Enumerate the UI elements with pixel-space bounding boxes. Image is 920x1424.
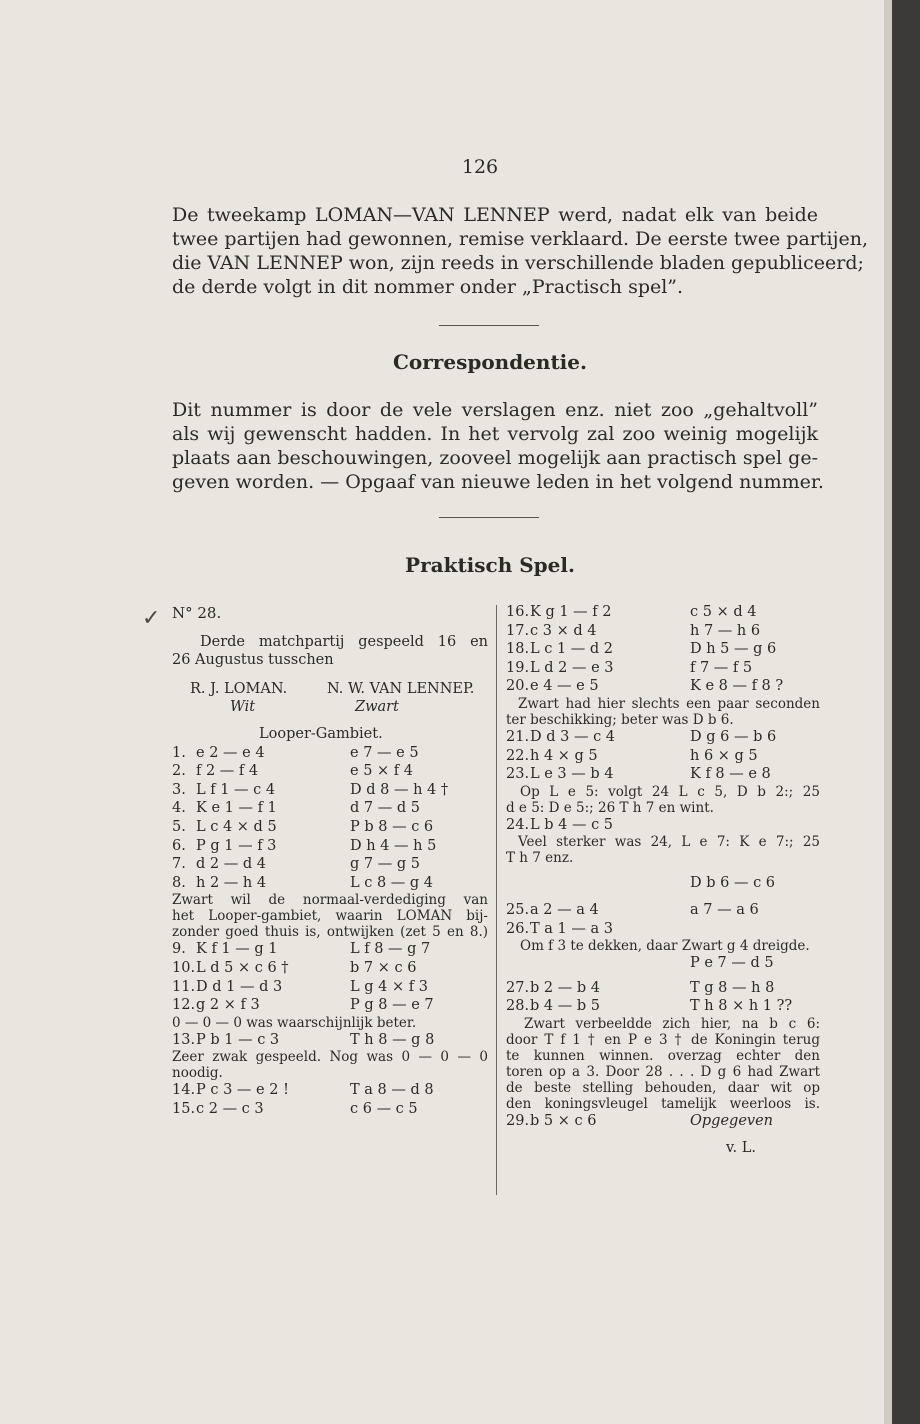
- note-line: Om f 3 te dekken, daar Zwart g 4 dreigde.: [520, 938, 810, 955]
- move-black: h 7 — h 6: [690, 622, 761, 639]
- move-black: c 5 × d 4: [690, 604, 757, 620]
- move-row: [506, 659, 820, 678]
- move-black: T h 8 × h 1 ??: [690, 998, 793, 1015]
- move-white: L b 4 — c 5: [530, 816, 614, 833]
- move-row: [172, 940, 488, 959]
- move-white: L c 4 × d 5: [196, 818, 277, 835]
- correspondence-line: Dit nummer is door de vele verslagen enz. niet zoo „gehaltvoll”: [172, 399, 818, 421]
- move-list: [506, 603, 820, 696]
- move-white: T a 1 — a 3: [530, 920, 613, 937]
- move-list: [506, 979, 820, 1016]
- move-number: 29.: [506, 1112, 530, 1129]
- move-white: D d 3 — c 4: [530, 728, 616, 745]
- note-line: Zwart had hier slechts een paar seconden: [518, 695, 820, 712]
- note-line: 0 — 0 — 0 was waarschijnlijk beter.: [172, 1014, 417, 1031]
- move-black: f 7 — f 5: [690, 659, 753, 676]
- correspondence-line: als wij gewenscht hadden. In het vervolg zal zoo weinig mogelijk: [172, 423, 818, 445]
- move-note: [172, 892, 488, 940]
- move-row: [172, 762, 488, 781]
- intro-line: De tweekamp LOMAN—VAN LENNEP werd, nadat elk van beide: [172, 204, 818, 226]
- note-line: d e 5: D e 5:; 26 T h 7 en wint.: [506, 799, 714, 816]
- divider: [439, 325, 539, 326]
- intro-line: die VAN LENNEP won, zijn reeds in verschillende bladen gepubliceerd;: [172, 252, 864, 274]
- move-note: [506, 1016, 820, 1112]
- move-row: [506, 979, 820, 998]
- intro-line: twee partijen had gewonnen, remise verklaard. De eerste twee partijen,: [172, 228, 868, 250]
- move-black: D b 6 — c 6: [690, 875, 776, 892]
- move-row: [172, 855, 488, 874]
- move-row: [506, 640, 820, 659]
- game-desc-line: 26 Augustus tusschen: [172, 652, 334, 669]
- move-black: D d 8 — h 4 †: [350, 781, 449, 798]
- move-white: L d 5 × c 6 †: [196, 959, 289, 976]
- move-number: 1.: [172, 744, 186, 761]
- move-row: [506, 901, 820, 920]
- move-row: [172, 837, 488, 856]
- move-white: a 2 — a 4: [530, 901, 599, 918]
- move-black: b 7 × c 6: [350, 959, 417, 976]
- note-line: T h 7 enz.: [506, 850, 574, 867]
- move-white: e 4 — e 5: [530, 678, 599, 695]
- move-note: [172, 1049, 488, 1081]
- move-number: 21.: [506, 728, 530, 745]
- margin-mark-icon: ✓: [142, 606, 161, 631]
- move-white: b 5 × c 6: [530, 1112, 597, 1129]
- left-column: [172, 604, 488, 1118]
- move-list: [172, 1031, 488, 1050]
- move-row: [172, 799, 488, 818]
- move-white: b 4 — b 5: [530, 998, 600, 1015]
- page-edge: [884, 0, 892, 1424]
- move-black: D h 4 — h 5: [350, 837, 437, 854]
- player-black: N. W. VAN LENNEP.: [327, 680, 475, 697]
- move-row: [172, 874, 488, 893]
- note-line: de beste stelling behouden, daar wit op: [506, 1079, 820, 1096]
- move-black: P g 8 — e 7: [350, 997, 434, 1014]
- move-row: [172, 1100, 488, 1119]
- move-note: [172, 1015, 488, 1031]
- move-row: [172, 1081, 488, 1100]
- move-black: h 6 × g 5: [690, 747, 758, 764]
- move-black: L g 4 × f 3: [350, 978, 428, 995]
- move-black: L f 8 — g 7: [350, 941, 431, 958]
- move-row: [506, 728, 820, 747]
- move-number: 9.: [172, 941, 186, 958]
- move-number: 2.: [172, 763, 186, 780]
- move-row: [506, 874, 820, 893]
- move-note: [506, 938, 820, 954]
- move-number: 7.: [172, 856, 186, 873]
- label-black: Zwart: [355, 699, 399, 716]
- note-line: door T f 1 † en P e 3 † de Koningin terug: [506, 1031, 820, 1048]
- page-number: 126: [461, 156, 499, 178]
- move-number: 10.: [172, 959, 196, 976]
- move-number: 22.: [506, 747, 530, 764]
- move-white: P c 3 — e 2 !: [196, 1082, 289, 1099]
- move-note: [506, 834, 820, 866]
- move-list: [506, 816, 820, 835]
- move-white: g 2 × f 3: [196, 997, 260, 1014]
- color-labels-row: [172, 698, 488, 717]
- move-black: Opgegeven: [690, 1112, 774, 1129]
- move-number: 20.: [506, 678, 530, 695]
- note-line: Zwart wil de normaal-verdediging van: [172, 892, 488, 909]
- move-number: 16.: [506, 604, 530, 620]
- move-note: [506, 784, 820, 816]
- move-row: [506, 603, 820, 622]
- move-list: [172, 1081, 488, 1118]
- move-number: 27.: [506, 979, 530, 996]
- divider: [439, 517, 539, 518]
- move-row: [172, 818, 488, 837]
- move-row: [172, 744, 488, 763]
- move-row: [506, 677, 820, 696]
- note-line: Zeer zwak gespeeld. Nog was 0 — 0 — 0: [172, 1049, 488, 1066]
- move-black: K e 8 — f 8 ?: [690, 678, 784, 695]
- move-list: [506, 1112, 820, 1131]
- move-number: 8.: [172, 874, 186, 891]
- move-row: [172, 978, 488, 997]
- move-white: K f 1 — g 1: [196, 941, 278, 958]
- move-list: [172, 744, 488, 893]
- intro-line: de derde volgt in dit nommer onder „Practisch spel”.: [172, 276, 684, 298]
- move-black: T a 8 — d 8: [350, 1082, 434, 1099]
- move-black: e 5 × f 4: [350, 763, 413, 780]
- correspondence-paragraph: [172, 398, 824, 494]
- move-number: 13.: [172, 1031, 196, 1048]
- move-black: P e 7 — d 5: [690, 955, 774, 972]
- move-white: h 2 — h 4: [196, 874, 267, 891]
- move-black: P b 8 — c 6: [350, 818, 434, 835]
- move-black: d 7 — d 5: [350, 800, 420, 817]
- note-line: den koningsvleugel tamelijk weerloos is.: [506, 1095, 820, 1112]
- move-number: 4.: [172, 800, 186, 817]
- correspondence-line: geven worden. — Opgaaf van nieuwe leden in het volgend nummer.: [172, 471, 824, 493]
- move-note: [506, 696, 820, 728]
- move-number: 26.: [506, 920, 530, 937]
- move-list: [172, 940, 488, 1014]
- move-number: 28.: [506, 998, 530, 1015]
- move-number: 14.: [172, 1082, 196, 1099]
- move-white: L d 2 — e 3: [530, 659, 614, 676]
- move-white: L e 3 — b 4: [530, 766, 614, 783]
- move-row: [172, 996, 488, 1015]
- move-white: f 2 — f 4: [196, 763, 259, 780]
- move-white: c 2 — c 3: [196, 1100, 264, 1117]
- note-line: noodig.: [172, 1065, 223, 1082]
- note-line: toren op a 3. Door 28 . . . D g 6 had Zwart: [506, 1063, 820, 1080]
- move-white: b 2 — b 4: [530, 979, 600, 996]
- move-number: 24.: [506, 816, 530, 833]
- move-row: [506, 997, 820, 1016]
- move-black: T g 8 — h 8: [690, 979, 775, 996]
- move-white: K e 1 — f 1: [196, 800, 277, 817]
- move-white: P g 1 — f 3: [196, 837, 277, 854]
- move-number: 17.: [506, 622, 530, 639]
- move-white: L f 1 — c 4: [196, 781, 276, 798]
- signature: v. L.: [726, 1139, 756, 1156]
- note-line: te kunnen winnen. overzag echter den: [506, 1047, 820, 1064]
- move-black: K f 8 — e 8: [690, 766, 771, 783]
- opening-name: Looper-Gambiet.: [259, 725, 383, 742]
- right-column: [506, 603, 820, 1157]
- move-number: 15.: [172, 1100, 196, 1117]
- move-white: L c 1 — d 2: [530, 641, 614, 658]
- move-list: [506, 728, 820, 784]
- move-black: e 7 — e 5: [350, 744, 419, 761]
- section-heading-practical: Praktisch Spel.: [405, 553, 575, 577]
- move-white: e 2 — e 4: [196, 744, 265, 761]
- intro-paragraph: [172, 203, 868, 299]
- note-line: het Looper-gambiet, waarin LOMAN bij-: [172, 908, 488, 925]
- move-row: [506, 765, 820, 784]
- move-white: h 4 × g 5: [530, 747, 598, 764]
- move-row: [506, 920, 820, 939]
- move-black: c 6 — c 5: [350, 1100, 418, 1117]
- player-white: R. J. LOMAN.: [190, 680, 288, 697]
- game-desc-line: Derde matchpartij gespeeld 16 en: [200, 633, 488, 650]
- move-number: 5.: [172, 818, 186, 835]
- move-row: [172, 959, 488, 978]
- move-number: 3.: [172, 781, 186, 798]
- note-line: zonder goed thuis is, ontwijken (zet 5 en 8.): [172, 924, 488, 941]
- move-row: [506, 622, 820, 641]
- move-white: P b 1 — c 3: [196, 1031, 280, 1048]
- move-white: c 3 × d 4: [530, 622, 597, 639]
- move-black: D h 5 — g 6: [690, 641, 777, 658]
- correspondence-line: plaats aan beschouwingen, zooveel mogelijk aan practisch spel ge-: [172, 447, 818, 469]
- game-number: N° 28.: [172, 604, 222, 622]
- move-number: 23.: [506, 766, 530, 783]
- move-number: 19.: [506, 659, 530, 676]
- note-line: Veel sterker was 24, L e 7: K e 7:; 25: [518, 834, 820, 851]
- move-list: [506, 901, 820, 938]
- note-line: ter beschikking; beter was D b 6.: [506, 711, 734, 728]
- move-number: 6.: [172, 837, 186, 854]
- move-row: [506, 747, 820, 766]
- move-row: [506, 816, 820, 835]
- section-heading-correspondence: Correspondentie.: [393, 350, 587, 374]
- move-white: D d 1 — d 3: [196, 978, 283, 995]
- move-black: g 7 — g 5: [350, 856, 420, 873]
- column-divider: [496, 605, 497, 1195]
- move-white: K g 1 — f 2: [530, 604, 612, 620]
- move-row: [506, 1112, 820, 1131]
- move-number: 11.: [172, 978, 196, 995]
- note-line: Op L e 5: volgt 24 L c 5, D b 2:; 25: [520, 783, 820, 800]
- move-white: d 2 — d 4: [196, 856, 266, 873]
- move-number: 18.: [506, 641, 530, 658]
- label-white: Wit: [230, 699, 256, 716]
- move-row: [506, 954, 820, 973]
- move-black: D g 6 — b 6: [690, 728, 777, 745]
- note-line: Zwart verbeeldde zich hier, na b c 6:: [524, 1015, 820, 1032]
- move-row: [172, 1031, 488, 1050]
- move-number: 12.: [172, 997, 196, 1014]
- move-black: L c 8 — g 4: [350, 874, 434, 891]
- move-black: T h 8 — g 8: [350, 1031, 435, 1048]
- move-black: a 7 — a 6: [690, 901, 759, 918]
- move-number: 25.: [506, 901, 530, 918]
- signature-row: [506, 1139, 820, 1158]
- move-row: [172, 781, 488, 800]
- players-row: [172, 680, 488, 699]
